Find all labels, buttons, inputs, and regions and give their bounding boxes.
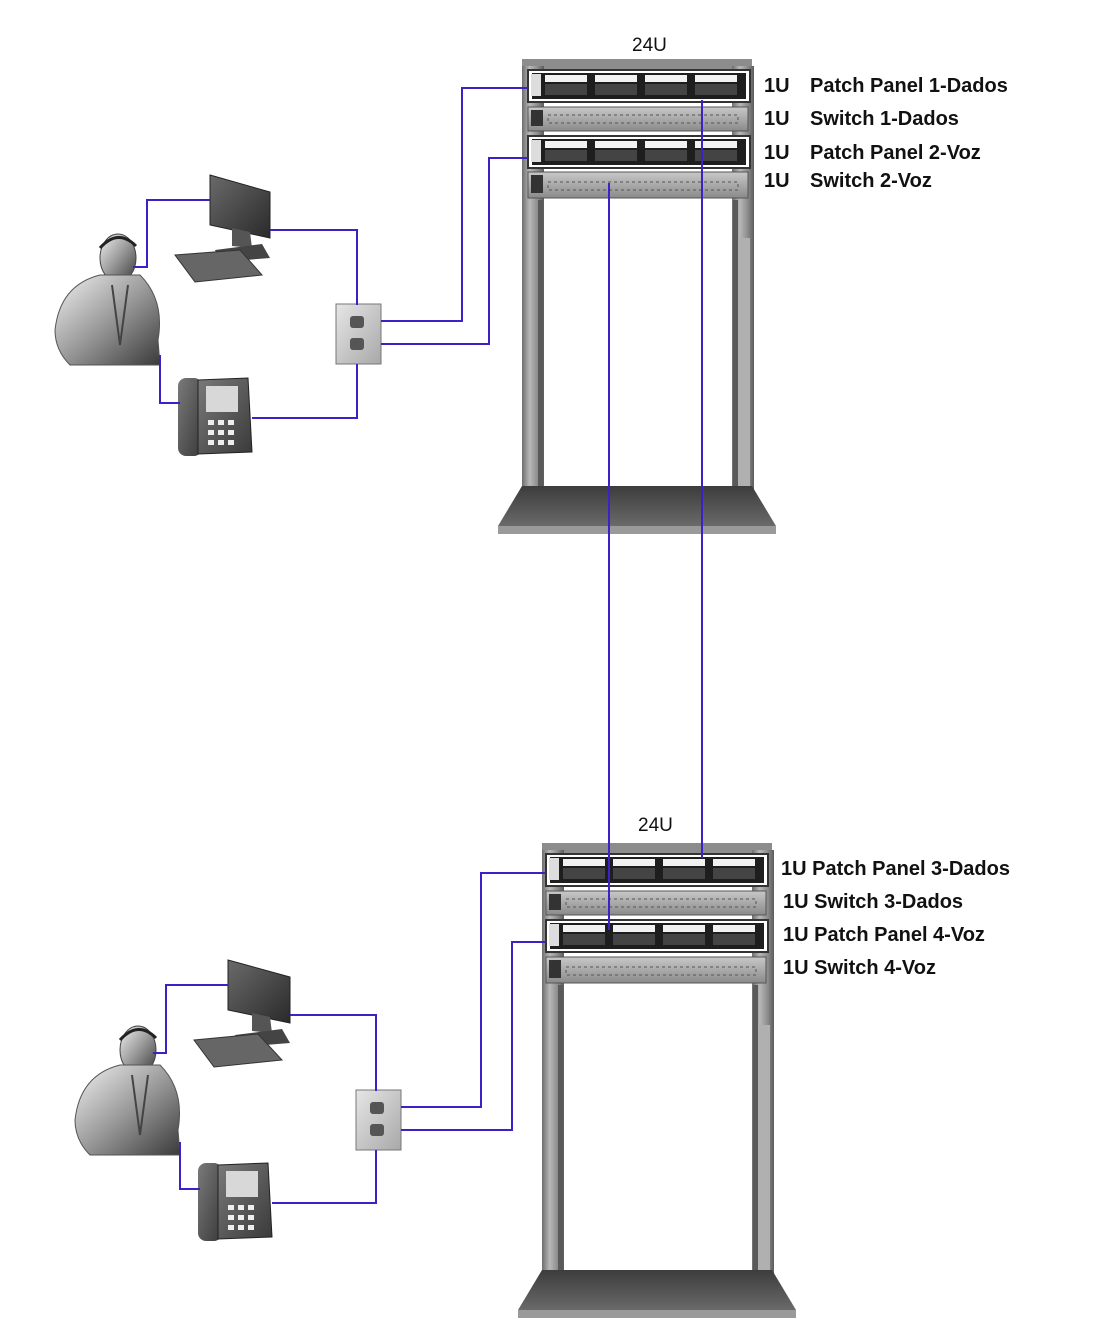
- cable-phone-to-outlet-top: [252, 364, 357, 418]
- cable-user-to-phone-top: [160, 355, 180, 403]
- desktop-computer-icon: [175, 175, 270, 282]
- unit-size-label: 1U: [764, 108, 790, 130]
- unit-label: 1U Patch Panel 3-Dados: [781, 858, 1010, 880]
- rack-bottom-inner-right: [753, 985, 758, 1285]
- switch-2: [528, 172, 748, 198]
- patch-panel-1: [528, 70, 750, 102]
- patch-panel-4: [546, 920, 768, 952]
- cable-outlet-to-patch1: [381, 88, 528, 321]
- rack-bottom-inner-left: [558, 985, 563, 1285]
- unit-label: 1U Patch Panel 4-Voz: [783, 924, 985, 946]
- patch-panel-3: [546, 854, 768, 886]
- rack-bottom-title: 24U: [638, 815, 673, 836]
- unit-name-label: Patch Panel 2-Voz: [810, 142, 981, 164]
- rack-top-inner-right: [733, 200, 738, 500]
- unit-size-label: 1U: [764, 142, 790, 164]
- rack-top-right-highlight: [738, 238, 750, 488]
- switch-4: [546, 957, 766, 983]
- rack-top-inner-left: [538, 200, 543, 500]
- cable-user-to-phone-bottom: [180, 1142, 200, 1189]
- rack-top: [498, 35, 776, 534]
- rack-bottom: [518, 815, 796, 1318]
- wall-outlet-icon: [336, 304, 381, 364]
- switch-1: [528, 107, 748, 131]
- patch-panel-2: [528, 136, 750, 168]
- ip-phone-icon: [178, 378, 252, 456]
- rack-bottom-base-edge: [518, 1310, 796, 1318]
- unit-name-label: Patch Panel 1-Dados: [810, 75, 1008, 97]
- cable-phone-to-outlet-bottom: [272, 1150, 376, 1203]
- rack-bottom-base: [518, 1270, 796, 1310]
- switch-3: [546, 891, 766, 915]
- rack-top-title: 24U: [632, 35, 667, 56]
- cable-outlet-to-patch3: [401, 873, 546, 1107]
- user-figure-icon: [75, 1026, 180, 1155]
- unit-size-label: 1U: [764, 75, 790, 97]
- wall-outlet-icon: [356, 1090, 401, 1150]
- cable-pc-to-outlet-bottom: [290, 1015, 376, 1091]
- cable-outlet-to-patch2: [381, 158, 528, 344]
- unit-label: 1U Switch 3-Dados: [783, 891, 964, 913]
- cable-pc-to-outlet-top: [270, 230, 357, 305]
- unit-size-label: 1U: [764, 170, 790, 192]
- workstation-top: [55, 175, 381, 456]
- unit-name-label: Switch 2-Voz: [810, 170, 932, 192]
- ip-phone-icon: [198, 1163, 272, 1241]
- rack-bottom-cap: [542, 843, 772, 853]
- cable-outlet-to-patch4: [401, 942, 546, 1130]
- rack-top-cap: [522, 59, 752, 69]
- rack-bottom-unit-labels: [781, 858, 1010, 979]
- rack-top-unit-labels: [764, 75, 1008, 192]
- rack-bottom-right-highlight: [758, 1025, 770, 1275]
- rack-top-base-edge: [498, 526, 776, 534]
- rack-top-base: [498, 486, 776, 526]
- unit-label: 1U Switch 4-Voz: [783, 957, 936, 979]
- unit-name-label: Switch 1-Dados: [810, 108, 959, 130]
- desktop-computer-icon: [194, 960, 290, 1067]
- workstation-bottom: [75, 960, 401, 1241]
- user-figure-icon: [55, 234, 160, 365]
